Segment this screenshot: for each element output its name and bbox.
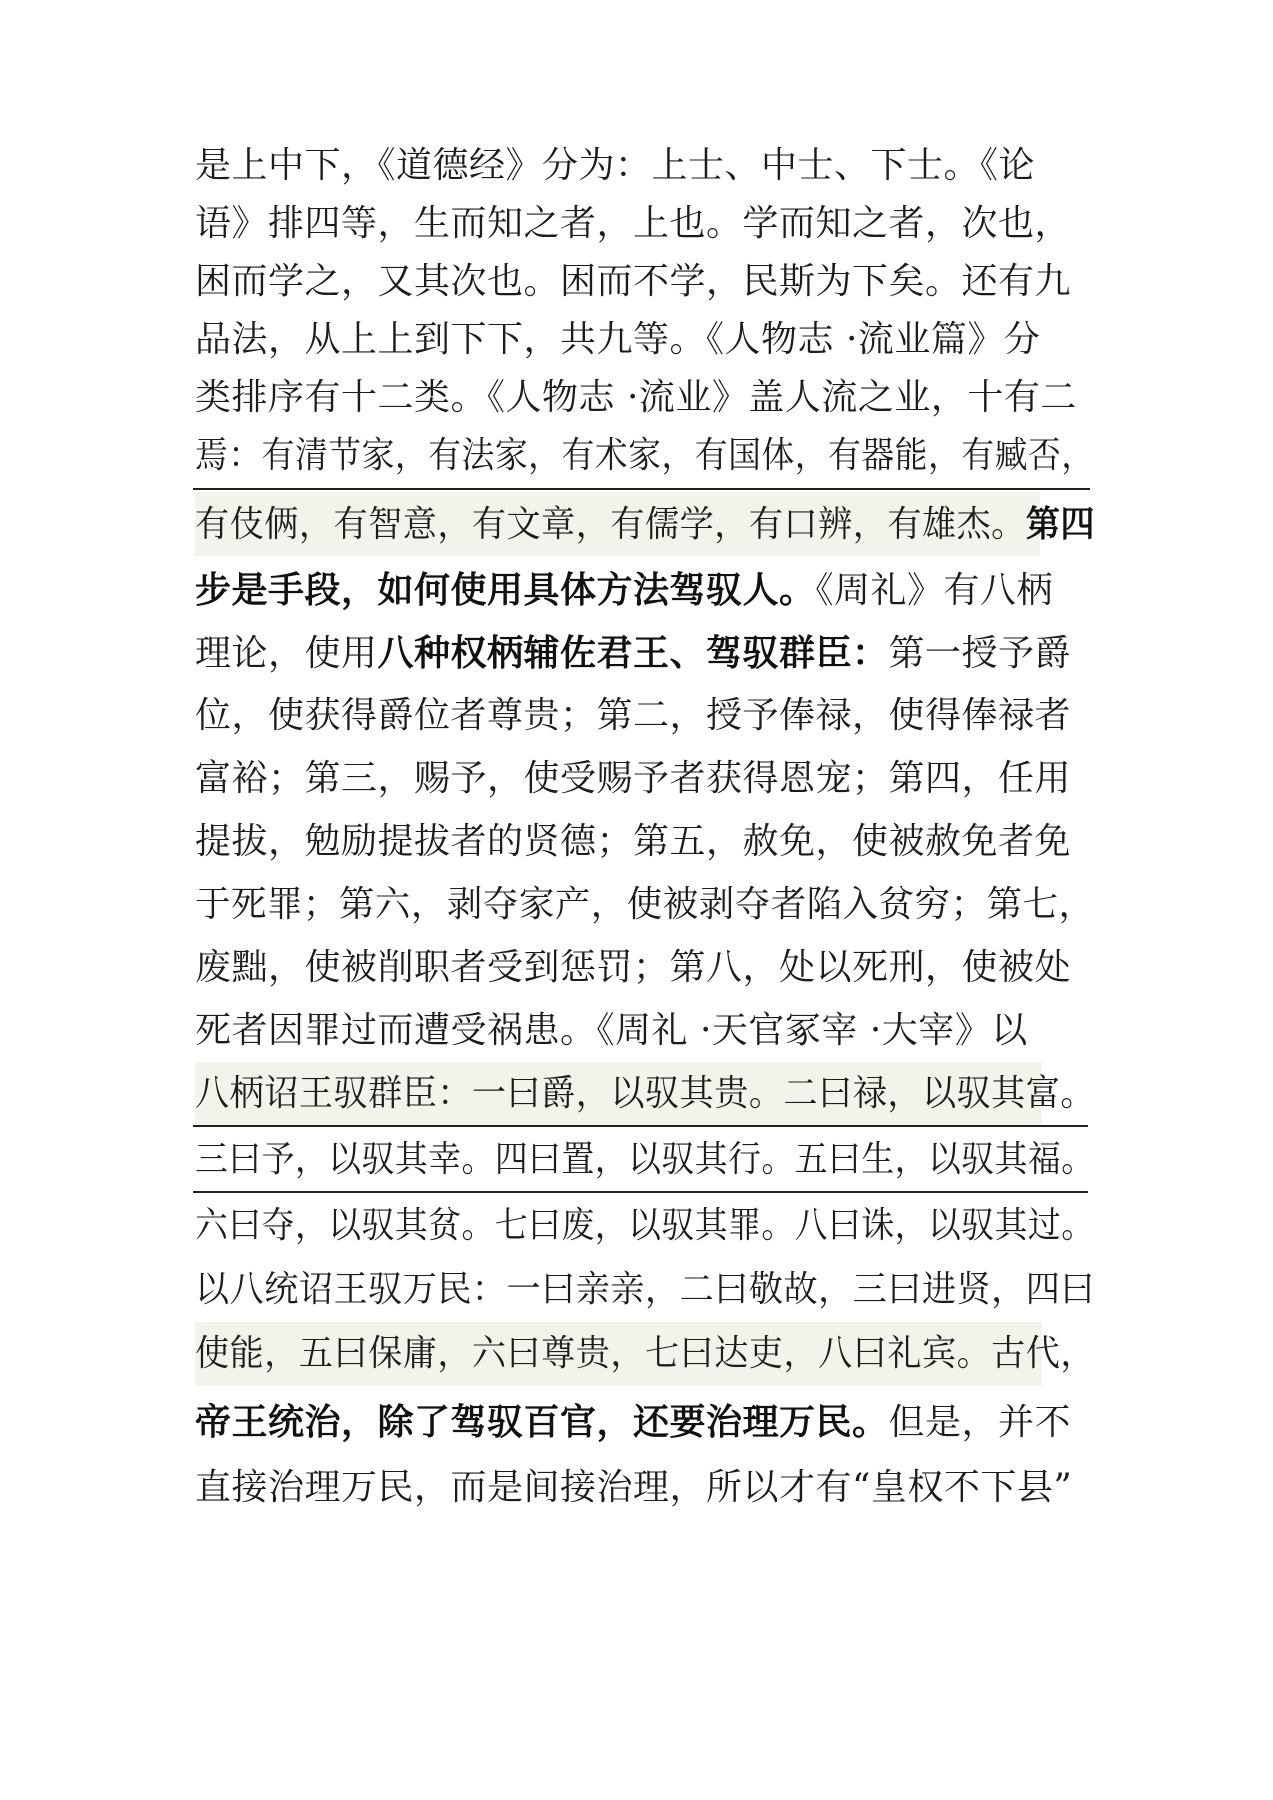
text-segment: 八柄诏王驭群臣：一曰爵，以驭其贵。二曰禄，以驭其富。: [195, 1073, 1096, 1114]
underline-rule: [193, 488, 1090, 490]
text-line: [195, 1062, 1096, 1126]
text-line: [195, 366, 1077, 430]
text-segment: 语》排四等，生而知之者，上也。学而知之者，次也，: [195, 203, 1072, 244]
text-segment: 《周礼》有八柄: [815, 570, 1054, 611]
text-line: [195, 621, 1071, 685]
text-segment: 使能，五曰保庸，六曰尊贵，七曰达吏，八曰礼宾。古代，: [195, 1333, 1096, 1374]
text-segment: 困而学之，又其次也。困而不学，民斯为下矣。还有九: [195, 261, 1072, 302]
bold-segment: 帝王统治，除了驾驭百官，还要治理万民。: [195, 1401, 889, 1443]
text-line: [195, 747, 1071, 811]
text-segment: 提拔，勉励提拔者的贤德；第五，赦免，使被赦免者免: [195, 821, 1072, 862]
text-line: [195, 1322, 1096, 1386]
text-line: [195, 1194, 1095, 1258]
text-segment: 第一授予爵: [888, 633, 1072, 674]
text-line: [195, 810, 1071, 874]
text-segment: 是上中下，《道德经》分为：上士、中士、下士。《论: [195, 145, 1036, 186]
text-line: [195, 684, 1071, 748]
text-segment: 品法，从上上到下下，共九等。《人物志 ·流业篇》分: [195, 319, 1041, 360]
text-segment: 三曰予，以驭其幸。四曰置，以驭其行。五曰生，以驭其福。: [195, 1139, 1095, 1180]
text-segment: 类排序有十二类。《人物志 ·流业》盖人流之业，十有二: [195, 377, 1077, 418]
underline-rule: [193, 1125, 1088, 1127]
text-segment: 六曰夺，以驭其贫。七曰废，以驭其罪。八曰诛，以驭其过。: [195, 1205, 1095, 1246]
text-segment: 于死罪；第六，剥夺家产，使被剥夺者陷入贫穷；第七，: [195, 884, 1095, 925]
text-segment: 但是，并不: [888, 1402, 1072, 1443]
text-line: [195, 936, 1071, 1000]
text-line: [195, 1456, 1072, 1520]
text-line: [195, 424, 1095, 488]
text-segment: 直接治理万民，而是间接治理，所以才有“皇权不下县”: [195, 1467, 1073, 1508]
text-line: [195, 1258, 1095, 1322]
text-line: [195, 558, 1053, 622]
text-line: [195, 192, 1071, 256]
text-line: [195, 1390, 1071, 1454]
text-segment: 废黜，使被削职者受到惩罚；第八，处以死刑，使被处: [195, 947, 1072, 988]
text-line: [195, 134, 1035, 198]
text-segment: 理论，使用: [195, 633, 378, 674]
text-line: [195, 492, 1096, 556]
text-line: [195, 873, 1095, 937]
bold-segment: 八种权柄辅佐君王、驾驭群臣：: [377, 632, 889, 674]
text-segment: 死者因罪过而遭受祸患。《周礼 ·天官冢宰 ·大宰》以: [195, 1010, 1028, 1051]
text-line: [195, 999, 1028, 1063]
text-segment: 富裕；第三，赐予，使受赐予者获得恩宠；第四，任用: [195, 758, 1072, 799]
bold-segment: 步是手段，如何使用具体方法驾驭人。: [195, 569, 816, 611]
text-segment: 位，使获得爵位者尊贵；第二，授予俸禄，使得俸禄者: [195, 695, 1072, 736]
text-line: [195, 308, 1040, 372]
bold-segment: 第四: [1025, 503, 1096, 545]
text-line: [195, 250, 1071, 314]
underline-rule: [193, 1191, 1088, 1193]
text-segment: 焉：有清节家，有法家，有术家，有国体，有器能，有臧否，: [195, 435, 1095, 476]
text-line: [195, 1128, 1095, 1192]
text-segment: 以八统诏王驭万民：一曰亲亲，二曰敬故，三曰进贤，四曰: [195, 1269, 1096, 1310]
text-segment: 有伎俩，有智意，有文章，有儒学，有口辨，有雄杰。: [195, 504, 1026, 545]
